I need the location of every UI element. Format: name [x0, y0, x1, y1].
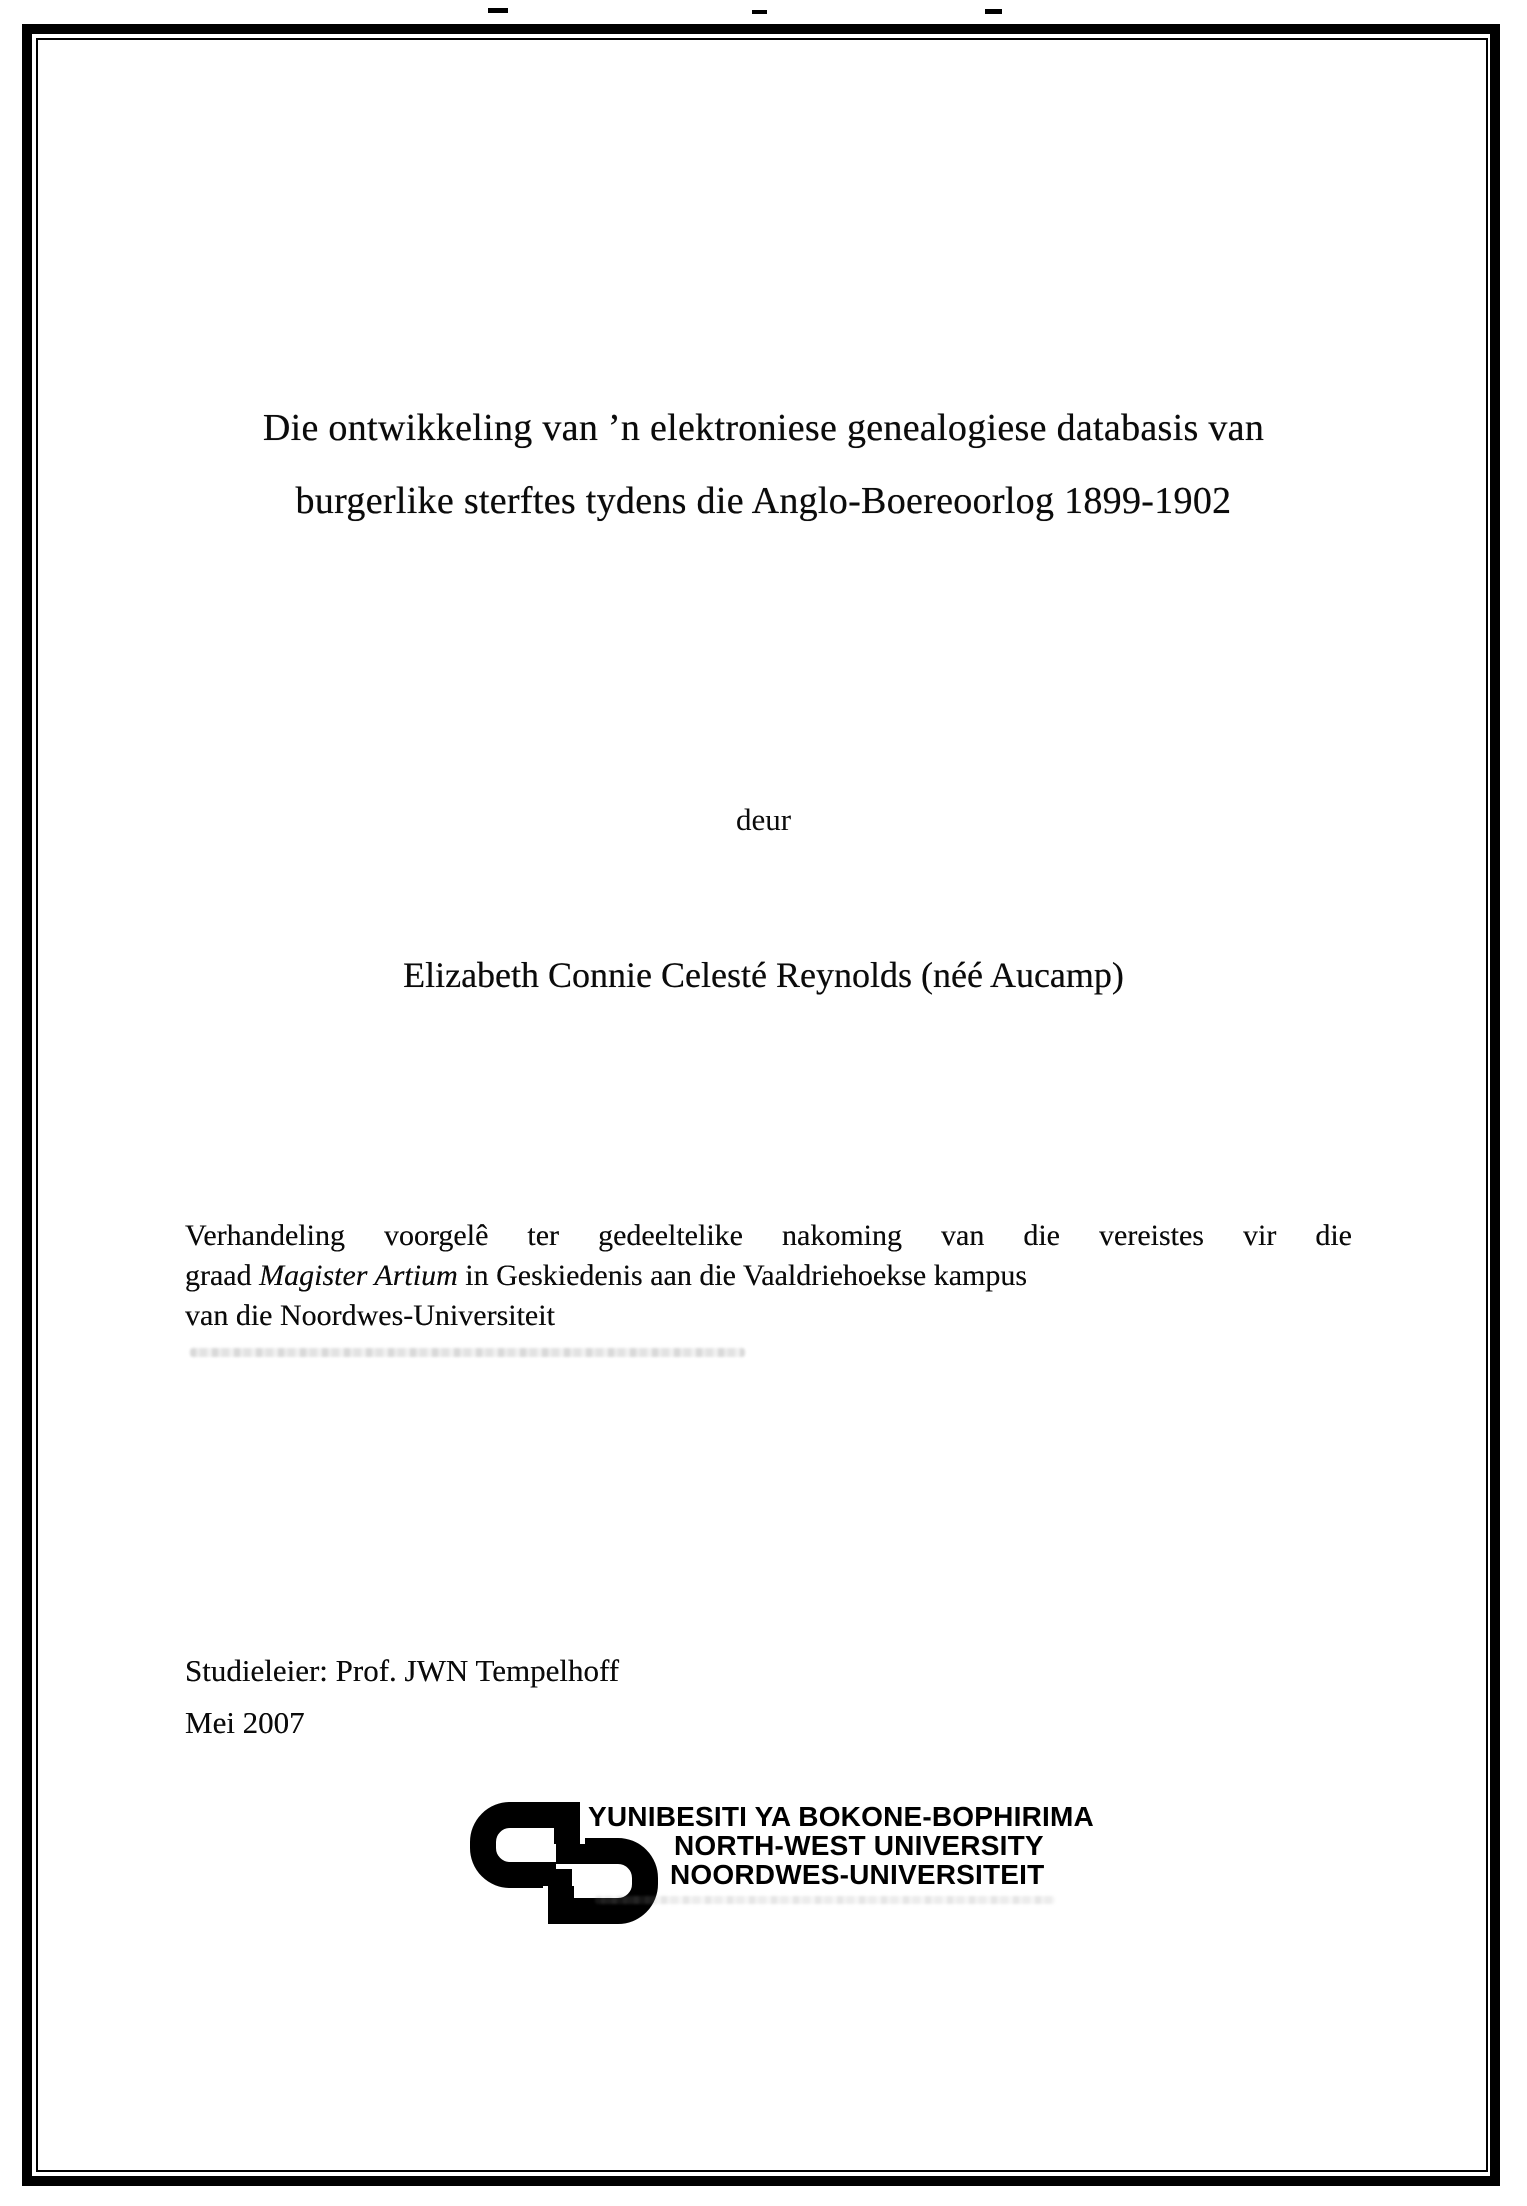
university-name-english: NORTH-WEST UNIVERSITY: [674, 1830, 1044, 1861]
statement-line1: Verhandeling voorgelê ter gedeeltelike nakoming van die vereistes vir die: [185, 1219, 1352, 1252]
ghost-showthrough-text: [595, 1896, 1055, 1904]
university-name-setswana: YUNIBESITI YA BOKONE-BOPHIRIMA: [588, 1801, 1094, 1832]
thesis-title: [40, 392, 1487, 538]
scan-speck: [752, 10, 767, 14]
submission-statement: [185, 1216, 1352, 1336]
author-name: Elizabeth Connie Celesté Reynolds (néé Aucamp): [403, 955, 1124, 995]
supervisor-block: [185, 1645, 1085, 1749]
statement-line2-pre: graad: [185, 1259, 260, 1292]
byline-deur: deur: [735, 802, 792, 837]
ghost-showthrough-text: [190, 1348, 745, 1357]
scan-speck: [985, 9, 1002, 14]
scan-speck: [488, 8, 508, 13]
statement-line3: van die Noordwes-Universiteit: [185, 1299, 555, 1332]
date-line: Mei 2007: [185, 1705, 305, 1740]
statement-line2-post: in Geskiedenis aan die Vaaldriehoekse kampus: [457, 1259, 1028, 1292]
degree-name-italic: Magister Artium: [259, 1259, 458, 1292]
statement-line2: [185, 1256, 1352, 1296]
thesis-title-line2: burgerlike sterftes tydens die Anglo-Boereoorlog 1899-1902: [295, 480, 1232, 522]
university-wordmark: [588, 1802, 1094, 1889]
thesis-title-line1: Die ontwikkeling van ’n elektroniese genealogiese databasis van: [262, 407, 1265, 449]
supervisor-line: Studieleier: Prof. JWN Tempelhoff: [185, 1653, 620, 1688]
university-name-afrikaans: NOORDWES-UNIVERSITEIT: [670, 1859, 1045, 1890]
